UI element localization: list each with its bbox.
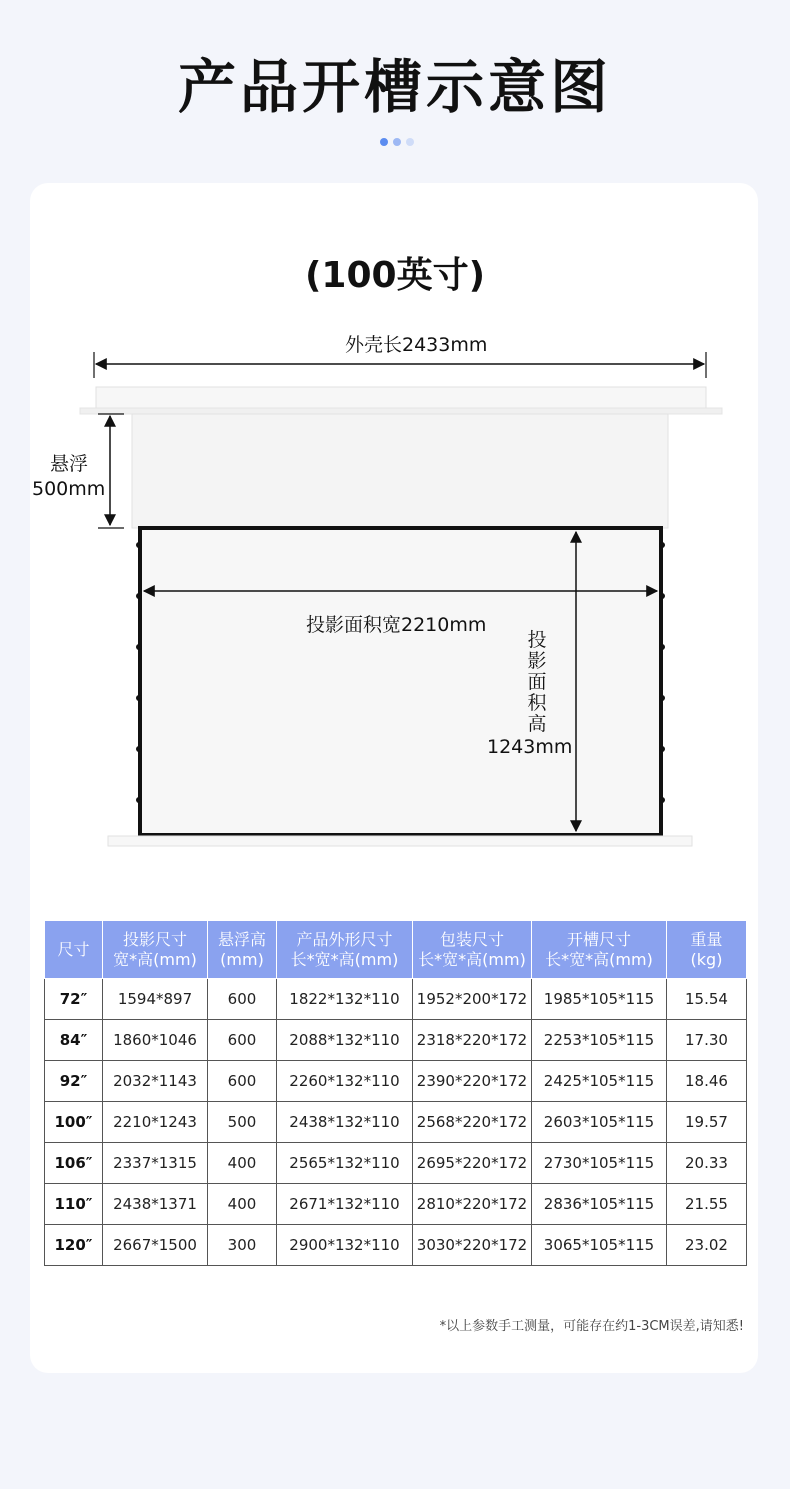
table-cell: 2032*1143 — [103, 1061, 208, 1102]
area-height-char: 影 — [527, 650, 547, 672]
table-cell: 120″ — [45, 1225, 103, 1266]
table-header-line: 长*宽*高(mm) — [290, 949, 399, 969]
area-height-char: 积 — [527, 692, 547, 714]
table-header-line: 长*宽*高(mm) — [418, 949, 526, 969]
table-cell: 106″ — [45, 1143, 103, 1184]
table-cell: 2810*220*172 — [413, 1184, 532, 1225]
page-title: 产品开槽示意图 — [177, 53, 612, 121]
projection-area — [140, 528, 661, 835]
float-value: 500mm — [32, 478, 106, 500]
table-header-line: 投影尺寸 — [122, 929, 187, 949]
table-cell: 17.30 — [667, 1020, 747, 1061]
table-cell: 600 — [208, 979, 277, 1020]
table-cell: 2438*1371 — [103, 1184, 208, 1225]
table-cell: 110″ — [45, 1184, 103, 1225]
table-header-line: 宽*高(mm) — [113, 949, 197, 969]
table-cell: 2425*105*115 — [532, 1061, 667, 1102]
size-title: (100英寸) — [304, 255, 486, 296]
table-cell: 2318*220*172 — [413, 1020, 532, 1061]
table-header-cell — [45, 921, 103, 979]
table-cell: 2667*1500 — [103, 1225, 208, 1266]
table-cell: 2671*132*110 — [277, 1184, 413, 1225]
housing-top — [96, 387, 706, 409]
table-cell: 2260*132*110 — [277, 1061, 413, 1102]
table-cell: 19.57 — [667, 1102, 747, 1143]
table-cell: 84″ — [45, 1020, 103, 1061]
table-cell: 18.46 — [667, 1061, 747, 1102]
table-cell: 2565*132*110 — [277, 1143, 413, 1184]
table-row — [45, 1020, 747, 1061]
table-cell: 600 — [208, 1020, 277, 1061]
table-header-line: (mm) — [220, 949, 264, 969]
table-cell: 21.55 — [667, 1184, 747, 1225]
table-header-cell — [413, 921, 532, 979]
table-cell: 2253*105*115 — [532, 1020, 667, 1061]
area-height-char: 投 — [527, 629, 547, 651]
area-height-value: 1243mm — [487, 736, 573, 758]
float-label: 悬浮 — [50, 453, 89, 475]
table-cell: 23.02 — [667, 1225, 747, 1266]
table-header-line: 长*宽*高(mm) — [545, 949, 653, 969]
table-cell: 2088*132*110 — [277, 1020, 413, 1061]
table-cell: 1860*1046 — [103, 1020, 208, 1061]
area-height-label — [527, 630, 547, 735]
table-cell: 15.54 — [667, 979, 747, 1020]
table-cell: 92″ — [45, 1061, 103, 1102]
area-height-char: 高 — [527, 713, 547, 735]
table-row — [45, 979, 747, 1020]
table-cell: 2730*105*115 — [532, 1143, 667, 1184]
table-header-line: (kg) — [690, 949, 723, 969]
spec-table — [44, 920, 747, 1266]
table-cell: 2210*1243 — [103, 1102, 208, 1143]
table-row — [45, 1061, 747, 1102]
table-cell: 2695*220*172 — [413, 1143, 532, 1184]
table-cell: 1594*897 — [103, 979, 208, 1020]
table-cell: 3065*105*115 — [532, 1225, 667, 1266]
table-header-line: 包装尺寸 — [439, 929, 504, 949]
table-cell: 2603*105*115 — [532, 1102, 667, 1143]
table-cell: 2390*220*172 — [413, 1061, 532, 1102]
table-header-cell — [103, 921, 208, 979]
table-cell: 2900*132*110 — [277, 1225, 413, 1266]
table-header-row — [45, 921, 747, 979]
table-header-cell — [532, 921, 667, 979]
table-cell: 600 — [208, 1061, 277, 1102]
table-header-line: 产品外形尺寸 — [296, 929, 393, 949]
table-cell: 20.33 — [667, 1143, 747, 1184]
table-header-line: 悬浮高 — [217, 929, 266, 949]
table-header-cell — [208, 921, 277, 979]
table-cell: 400 — [208, 1184, 277, 1225]
table-cell: 100″ — [45, 1102, 103, 1143]
table-row — [45, 1102, 747, 1143]
shell-length-label: 外壳长2433mm — [345, 334, 488, 356]
table-row — [45, 1184, 747, 1225]
table-cell: 1952*200*172 — [413, 979, 532, 1020]
table-cell: 1985*105*115 — [532, 979, 667, 1020]
table-header-line: 开槽尺寸 — [566, 929, 631, 949]
table-cell: 500 — [208, 1102, 277, 1143]
table-cell: 1822*132*110 — [277, 979, 413, 1020]
housing-flange — [80, 408, 722, 414]
screen-drop — [132, 414, 668, 528]
area-height-char: 面 — [527, 671, 547, 693]
table-row — [45, 1225, 747, 1266]
table-cell: 2337*1315 — [103, 1143, 208, 1184]
table-cell: 72″ — [45, 979, 103, 1020]
table-header-line: 尺寸 — [57, 939, 90, 959]
table-cell: 2836*105*115 — [532, 1184, 667, 1225]
table-header-cell — [667, 921, 747, 979]
table-cell: 400 — [208, 1143, 277, 1184]
table-cell: 3030*220*172 — [413, 1225, 532, 1266]
table-cell: 300 — [208, 1225, 277, 1266]
table-cell: 2438*132*110 — [277, 1102, 413, 1143]
measurement-note: *以上参数手工测量，可能存在约1-3CM误差,请知悉! — [439, 1319, 744, 1334]
bottom-bar — [108, 836, 692, 846]
table-cell: 2568*220*172 — [413, 1102, 532, 1143]
area-width-label: 投影面积宽2210mm — [306, 614, 487, 636]
table-header-cell — [277, 921, 413, 979]
table-header-line: 重量 — [690, 929, 723, 949]
table-row — [45, 1143, 747, 1184]
